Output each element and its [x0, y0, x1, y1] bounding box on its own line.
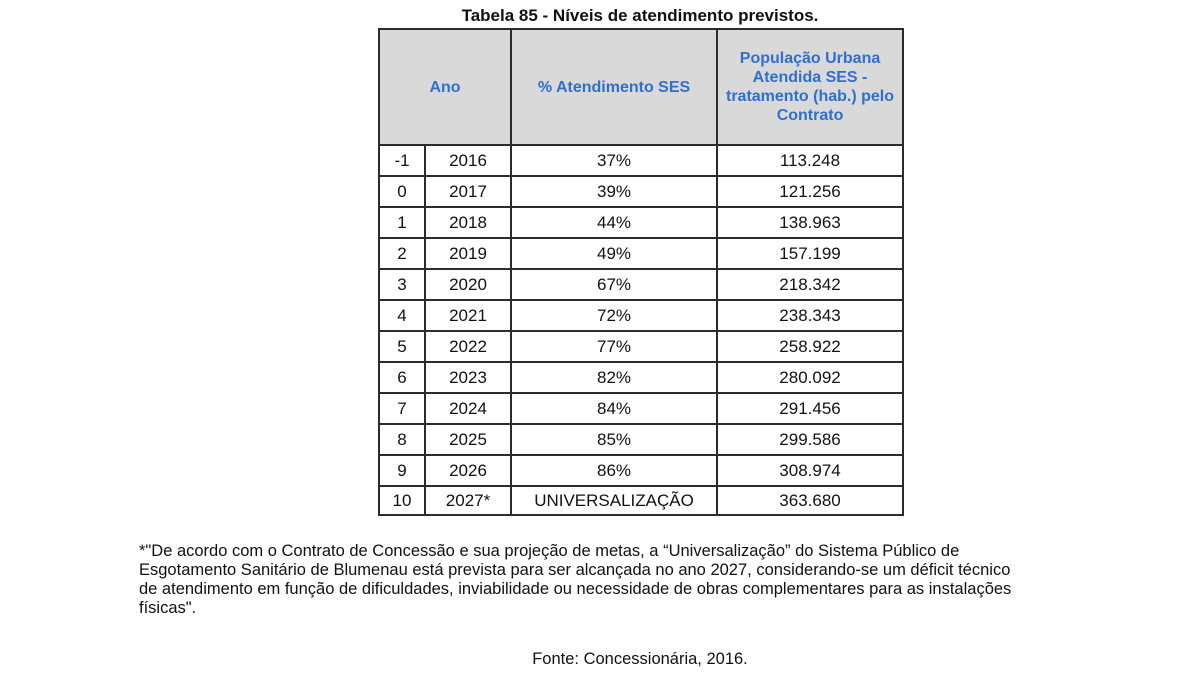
percent-cell: 67%: [511, 269, 717, 300]
percent-cell: 86%: [511, 455, 717, 486]
table-row: [379, 300, 903, 331]
year-cell: 2017: [425, 176, 511, 207]
header-atendimento: % Atendimento SES: [511, 29, 717, 145]
table-caption: Tabela 85 - Níveis de atendimento previstos.: [461, 6, 819, 25]
population-cell: 291.456: [717, 393, 903, 424]
table-row: [379, 176, 903, 207]
table-row: [379, 145, 903, 176]
table-row: [379, 486, 903, 515]
year-cell: 2025: [425, 424, 511, 455]
population-cell: 218.342: [717, 269, 903, 300]
year-cell: 2026: [425, 455, 511, 486]
population-cell: 157.199: [717, 238, 903, 269]
year-cell: 2019: [425, 238, 511, 269]
year-cell: 2020: [425, 269, 511, 300]
row-index-cell: 3: [379, 269, 425, 300]
year-cell: 2016: [425, 145, 511, 176]
population-cell: 308.974: [717, 455, 903, 486]
table-row: [379, 269, 903, 300]
percent-cell: UNIVERSALIZAÇÃO: [511, 486, 717, 515]
percent-cell: 44%: [511, 207, 717, 238]
table-row: [379, 362, 903, 393]
row-index-cell: 6: [379, 362, 425, 393]
population-cell: 363.680: [717, 486, 903, 515]
percent-cell: 77%: [511, 331, 717, 362]
header-ano: Ano: [379, 29, 511, 145]
population-cell: 138.963: [717, 207, 903, 238]
year-cell: 2027*: [425, 486, 511, 515]
table-row: [379, 207, 903, 238]
row-index-cell: 9: [379, 455, 425, 486]
row-index-cell: 2: [379, 238, 425, 269]
header-populacao: População Urbana Atendida SES - tratamento (hab.) pelo Contrato: [717, 29, 903, 145]
percent-cell: 49%: [511, 238, 717, 269]
year-cell: 2018: [425, 207, 511, 238]
row-index-cell: 0: [379, 176, 425, 207]
population-cell: 258.922: [717, 331, 903, 362]
footnote: *"De acordo com o Contrato de Concessão e sua projeção de metas, a “Universalização” do Sistema Público de Esgotamento Sanitário de Blumenau está prevista para ser alcançada no ano 2027, considerando-se um déficit técnico de atendimento em função de dificuldades, inviabilidade ou necessidade de obras complementares para as instalações físicas".: [139, 542, 1012, 617]
row-index-cell: -1: [379, 145, 425, 176]
table-row: [379, 238, 903, 269]
percent-cell: 37%: [511, 145, 717, 176]
table-row: [379, 393, 903, 424]
population-cell: 280.092: [717, 362, 903, 393]
attendance-levels-table: [378, 28, 904, 516]
percent-cell: 84%: [511, 393, 717, 424]
row-index-cell: 10: [379, 486, 425, 515]
year-cell: 2023: [425, 362, 511, 393]
row-index-cell: 4: [379, 300, 425, 331]
percent-cell: 72%: [511, 300, 717, 331]
table-row: [379, 455, 903, 486]
percent-cell: 82%: [511, 362, 717, 393]
row-index-cell: 7: [379, 393, 425, 424]
population-cell: 299.586: [717, 424, 903, 455]
row-index-cell: 8: [379, 424, 425, 455]
population-cell: 113.248: [717, 145, 903, 176]
row-index-cell: 1: [379, 207, 425, 238]
table-body: [379, 145, 903, 515]
percent-cell: 39%: [511, 176, 717, 207]
source-note: Fonte: Concessionária, 2016.: [532, 650, 748, 668]
year-cell: 2024: [425, 393, 511, 424]
table-row: [379, 331, 903, 362]
population-cell: 121.256: [717, 176, 903, 207]
year-cell: 2021: [425, 300, 511, 331]
percent-cell: 85%: [511, 424, 717, 455]
year-cell: 2022: [425, 331, 511, 362]
table-row: [379, 424, 903, 455]
row-index-cell: 5: [379, 331, 425, 362]
population-cell: 238.343: [717, 300, 903, 331]
table-header-row: [379, 29, 903, 145]
